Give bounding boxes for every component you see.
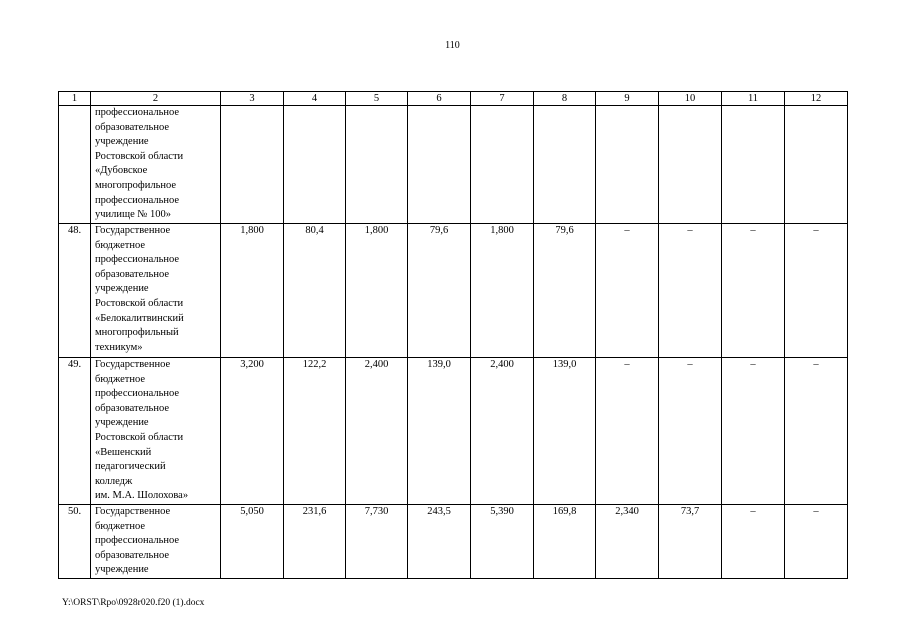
table-cell	[408, 106, 471, 224]
table-cell	[785, 106, 848, 224]
table-cell: 73,7	[659, 504, 722, 578]
table-cell: 3,200	[221, 358, 284, 505]
table-cell: 2,400	[471, 358, 534, 505]
table-cell: 1,800	[471, 224, 534, 358]
column-header: 2	[91, 92, 221, 106]
table-cell: 5,390	[471, 504, 534, 578]
table-cell: –	[659, 224, 722, 358]
row-number	[59, 106, 91, 224]
table-cell: –	[785, 504, 848, 578]
column-header: 12	[785, 92, 848, 106]
footer-file-path: Y:\ORST\Rpo\0928r020.f20 (1).docx	[62, 598, 205, 608]
institution-name: профессиональное образовательное учреждение Ростовской области «Дубовское многопрофильное профессиональное училище № 100»	[91, 106, 221, 224]
table-cell	[221, 106, 284, 224]
table-cell: 79,6	[534, 224, 596, 358]
table-cell: 5,050	[221, 504, 284, 578]
row-number: 50.	[59, 504, 91, 578]
table-cell: –	[722, 504, 785, 578]
column-header: 5	[346, 92, 408, 106]
table-cell	[596, 106, 659, 224]
table-cell: –	[596, 358, 659, 505]
table-cell: –	[785, 358, 848, 505]
table-cell: –	[596, 224, 659, 358]
table-cell	[346, 106, 408, 224]
header-row	[59, 92, 848, 106]
row-number: 49.	[59, 358, 91, 505]
table-cell: 231,6	[284, 504, 346, 578]
column-header: 1	[59, 92, 91, 106]
row-number: 48.	[59, 224, 91, 358]
table-cell: –	[659, 358, 722, 505]
institution-name: Государственное бюджетное профессиональное образовательное учреждение Ростовской области «Вешенский педагогический колледж им. М.А. Шолохова»	[91, 358, 221, 505]
table-row	[59, 106, 848, 224]
column-header: 11	[722, 92, 785, 106]
table-cell	[722, 106, 785, 224]
table-cell	[534, 106, 596, 224]
table-cell	[284, 106, 346, 224]
column-header: 10	[659, 92, 722, 106]
table-cell: –	[722, 358, 785, 505]
column-header: 4	[284, 92, 346, 106]
institution-name: Государственное бюджетное профессиональное образовательное учреждение	[91, 504, 221, 578]
table-cell	[471, 106, 534, 224]
table-cell: 1,800	[221, 224, 284, 358]
table-cell	[659, 106, 722, 224]
table-cell: 2,340	[596, 504, 659, 578]
column-header: 8	[534, 92, 596, 106]
table-cell: –	[722, 224, 785, 358]
table-cell: 1,800	[346, 224, 408, 358]
column-header: 9	[596, 92, 659, 106]
table-cell: 2,400	[346, 358, 408, 505]
table-row	[59, 504, 848, 578]
table-cell: 169,8	[534, 504, 596, 578]
table-cell: 139,0	[408, 358, 471, 505]
column-header: 6	[408, 92, 471, 106]
column-header: 3	[221, 92, 284, 106]
table-cell: 243,5	[408, 504, 471, 578]
table-row	[59, 224, 848, 358]
table-cell: 80,4	[284, 224, 346, 358]
column-header: 7	[471, 92, 534, 106]
page-number: 110	[445, 40, 460, 51]
table-cell: 139,0	[534, 358, 596, 505]
table-cell: 7,730	[346, 504, 408, 578]
table-cell: –	[785, 224, 848, 358]
data-table	[58, 91, 848, 579]
table-row	[59, 358, 848, 505]
institution-name: Государственное бюджетное профессиональное образовательное учреждение Ростовской области «Белокалитвинский многопрофильный техникум»	[91, 224, 221, 358]
table-cell: 79,6	[408, 224, 471, 358]
table-cell: 122,2	[284, 358, 346, 505]
